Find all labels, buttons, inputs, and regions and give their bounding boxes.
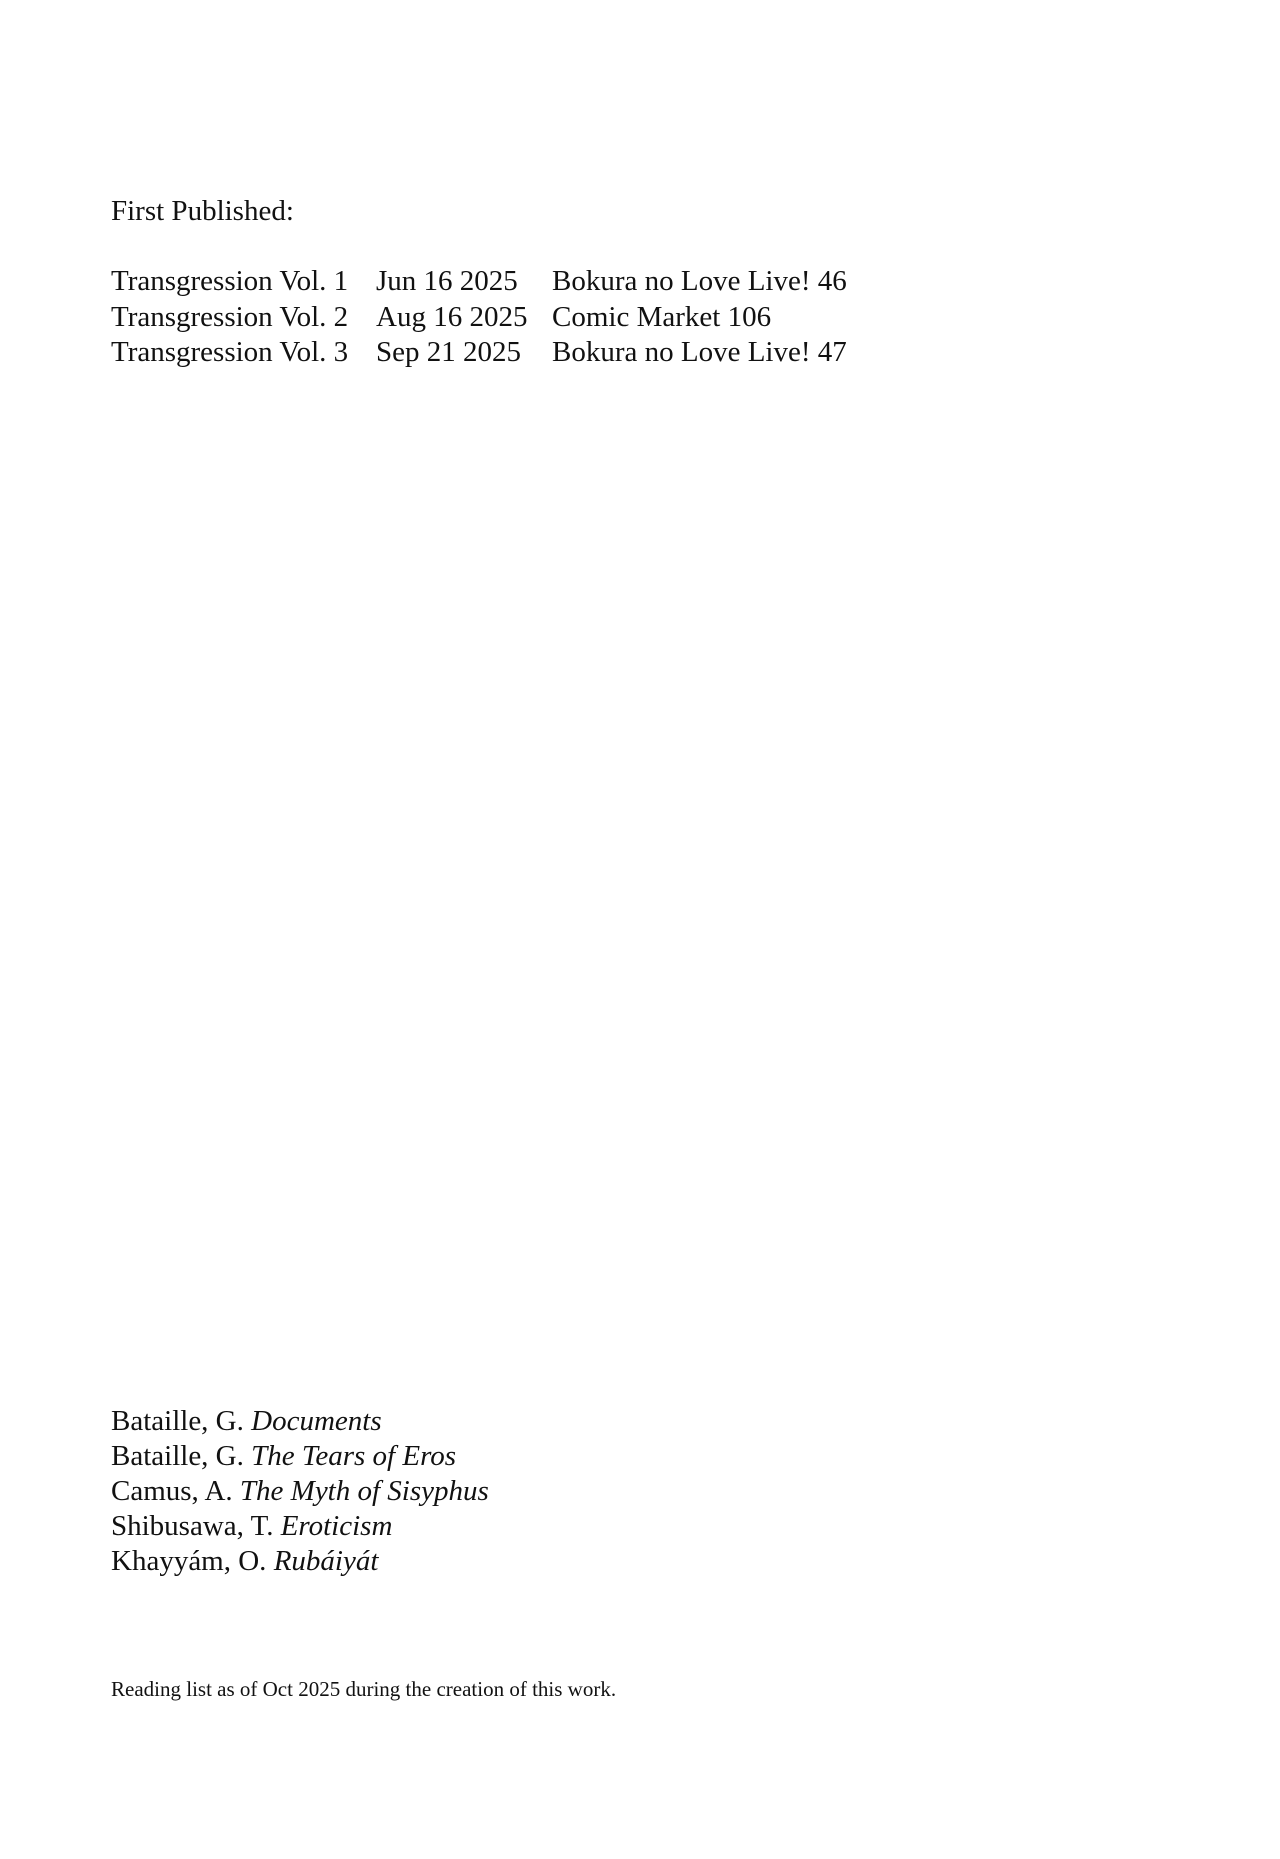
reading-list-work: Eroticism	[280, 1510, 393, 1542]
reading-list-item	[111, 1474, 489, 1509]
publication-title: Transgression Vol. 2	[111, 300, 349, 333]
reading-list-author: Camus, A.	[111, 1475, 233, 1507]
reading-list-note: Reading list as of Oct 2025 during the creation of this work.	[111, 1677, 617, 1701]
publication-date: Jun 16 2025	[376, 265, 518, 297]
reading-list-work: The Myth of Sisyphus	[239, 1475, 489, 1507]
reading-list-work: Documents	[251, 1405, 382, 1437]
publication-row	[111, 335, 847, 371]
reading-list-item	[111, 1509, 489, 1544]
reading-list-author: Bataille, G.	[111, 1405, 244, 1437]
reading-list-author: Khayyám, O.	[111, 1545, 267, 1577]
publication-date: Aug 16 2025	[376, 300, 528, 333]
reading-list-author: Bataille, G.	[111, 1440, 244, 1472]
publication-title: Transgression Vol. 3	[111, 336, 349, 368]
publication-history-table	[111, 264, 847, 371]
publication-row	[111, 300, 847, 336]
publication-row	[111, 264, 847, 300]
reading-list-item	[111, 1544, 489, 1579]
reading-list-work: Rubáiyát	[273, 1545, 379, 1577]
reading-list-author: Shibusawa, T.	[111, 1510, 274, 1542]
first-published-heading: First Published:	[111, 195, 294, 227]
publication-event: Bokura no Love Live! 47	[552, 336, 847, 368]
publication-event: Comic Market 106	[552, 300, 772, 333]
reading-list-work: The Tears of Eros	[251, 1440, 457, 1472]
publication-date: Sep 21 2025	[376, 336, 521, 368]
publication-event: Bokura no Love Live! 46	[552, 265, 847, 297]
reading-list	[111, 1404, 489, 1579]
reading-list-item	[111, 1439, 489, 1474]
reading-list-item	[111, 1404, 489, 1439]
publication-title: Transgression Vol. 1	[111, 265, 349, 297]
